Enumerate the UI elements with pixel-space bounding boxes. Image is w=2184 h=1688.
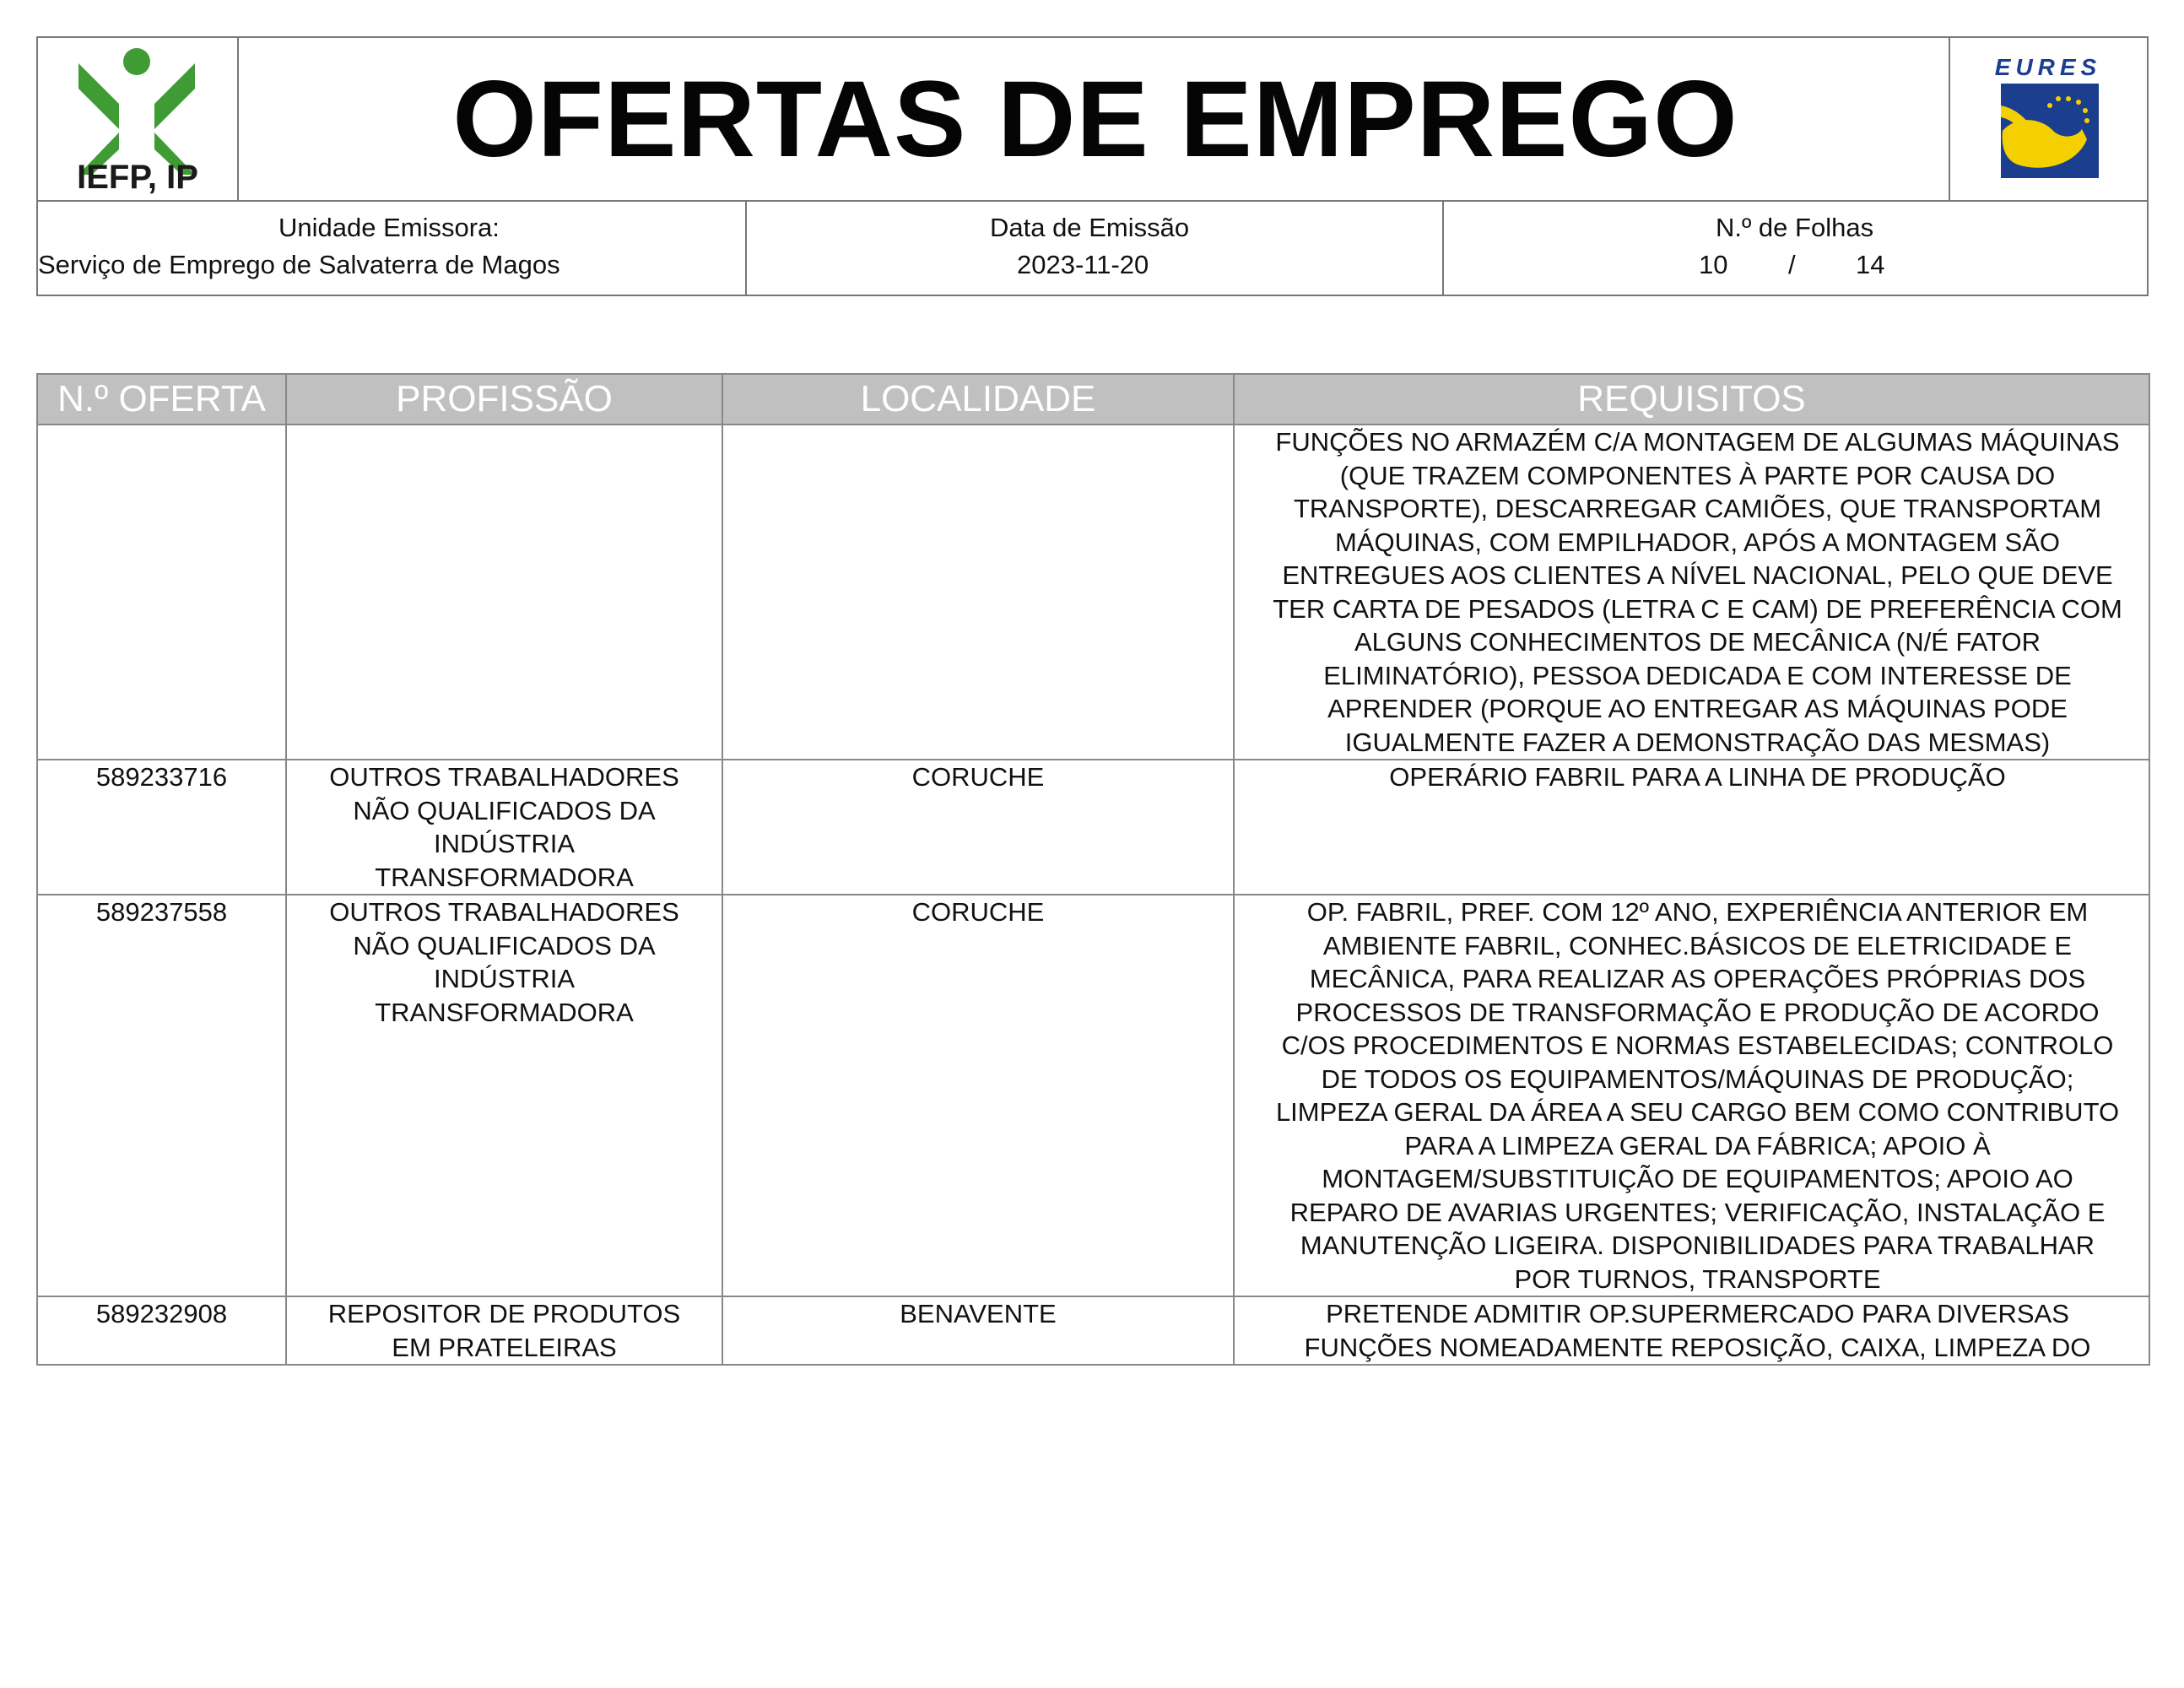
iefp-logo bbox=[38, 38, 239, 200]
offers-table bbox=[36, 373, 2150, 1366]
cell-profissao: OUTROS TRABALHADORES NÃO QUALIFICADOS DA INDÚSTRIA TRANSFORMADORA bbox=[286, 760, 722, 895]
folhas-current: 10 bbox=[1699, 250, 1728, 279]
eures-logo-icon bbox=[1950, 38, 2147, 198]
eures-logo-text: EURES bbox=[1994, 54, 2102, 80]
data-emissao bbox=[747, 202, 1444, 296]
iefp-logo-icon bbox=[38, 38, 237, 198]
unidade-emissora bbox=[38, 202, 747, 296]
cell-requisitos: OP. FABRIL, PREF. COM 12º ANO, EXPERIÊNCIA ANTERIOR EM AMBIENTE FABRIL, CONHEC.BÁSICOS DE ELETRICIDADE E MECÂNICA, PARA REALIZAR AS OPERAÇÕES PRÓPRIAS DOS PROCESSOS DE TRANSFORMAÇÃO E PRODUÇÃO DE ACORDO C/OS PROCEDIMENTOS E NORMAS ESTABELECIDAS; CONTROLO DE TODOS OS EQUIPAMENTOS/MÁQUINAS DE PRODUÇÃO; LIMPEZA GERAL DA ÁREA A SEU CARGO BEM COMO CONTRIBUTO PARA A LIMPEZA GERAL DA FÁBRICA; APOIO À MONTAGEM/SUBSTITUIÇÃO DE EQUIPAMENTOS; APOIO AO REPARO DE AVARIAS URGENTES; VERIFICAÇÃO, INSTALAÇÃO E MANUTENÇÃO LIGEIRA. DISPONIBILIDADES PARA TRABALHAR POR TURNOS, TRANSPORTE bbox=[1234, 895, 2149, 1296]
eures-logo bbox=[1949, 38, 2147, 200]
cell-localidade: BENAVENTE bbox=[722, 1296, 1234, 1365]
table-row bbox=[37, 1296, 2149, 1365]
table-header-row bbox=[37, 374, 2149, 425]
data-value: 2023-11-20 bbox=[1017, 250, 1149, 279]
col-header-localidade: LOCALIDADE bbox=[722, 374, 1234, 425]
col-header-profissao: PROFISSÃO bbox=[286, 374, 722, 425]
folhas-separator: / bbox=[1788, 250, 1796, 279]
cell-oferta: 589237558 bbox=[37, 895, 286, 1296]
meta-row bbox=[38, 200, 2147, 296]
title-cell bbox=[239, 38, 1952, 200]
cell-localidade: CORUCHE bbox=[722, 760, 1234, 895]
cell-profissao: OUTROS TRABALHADORES NÃO QUALIFICADOS DA INDÚSTRIA TRANSFORMADORA bbox=[286, 895, 722, 1296]
cell-oferta: 589233716 bbox=[37, 760, 286, 895]
document-header bbox=[36, 36, 2149, 296]
cell-oferta bbox=[37, 425, 286, 760]
table-row bbox=[37, 425, 2149, 760]
table-row bbox=[37, 895, 2149, 1296]
cell-localidade bbox=[722, 425, 1234, 760]
numero-folhas bbox=[1444, 202, 2150, 296]
folhas-total: 14 bbox=[1856, 250, 1885, 279]
cell-oferta: 589232908 bbox=[37, 1296, 286, 1365]
cell-localidade: CORUCHE bbox=[722, 895, 1234, 1296]
cell-requisitos: FUNÇÕES NO ARMAZÉM C/A MONTAGEM DE ALGUMAS MÁQUINAS (QUE TRAZEM COMPONENTES À PARTE POR CAUSA DO TRANSPORTE), DESCARREGAR CAMIÕES, QUE TRANSPORTAM MÁQUINAS, COM EMPILHADOR, APÓS A MONTAGEM SÃO ENTREGUES AOS CLIENTES A NÍVEL NACIONAL, PELO QUE DEVE TER CARTA DE PESADOS (LETRA C E CAM) DE PREFERÊNCIA COM ALGUNS CONHECIMENTOS DE MECÂNICA (N/É FATOR ELIMINATÓRIO), PESSOA DEDICADA E COM INTERESSE DE APRENDER (PORQUE AO ENTREGAR AS MÁQUINAS PODE IGUALMENTE FAZER A DEMONSTRAÇÃO DAS MESMAS) bbox=[1234, 425, 2149, 760]
col-header-requisitos: REQUISITOS bbox=[1234, 374, 2149, 425]
unidade-value: Serviço de Emprego de Salvaterra de Magos bbox=[38, 250, 560, 279]
unidade-label: Unidade Emissora: bbox=[278, 213, 500, 242]
folhas-label: N.º de Folhas bbox=[1716, 213, 1874, 242]
data-label: Data de Emissão bbox=[990, 213, 1190, 242]
cell-requisitos: OPERÁRIO FABRIL PARA A LINHA DE PRODUÇÃO bbox=[1234, 760, 2149, 895]
cell-profissao bbox=[286, 425, 722, 760]
cell-profissao: REPOSITOR DE PRODUTOS EM PRATELEIRAS bbox=[286, 1296, 722, 1365]
table-row bbox=[37, 760, 2149, 895]
col-header-oferta: N.º OFERTA bbox=[37, 374, 286, 425]
cell-requisitos: PRETENDE ADMITIR OP.SUPERMERCADO PARA DIVERSAS FUNÇÕES NOMEADAMENTE REPOSIÇÃO, CAIXA, LIMPEZA DO bbox=[1234, 1296, 2149, 1365]
iefp-logo-text: IEFP, IP bbox=[77, 159, 198, 196]
page-title: OFERTAS DE EMPREGO bbox=[452, 58, 1738, 180]
